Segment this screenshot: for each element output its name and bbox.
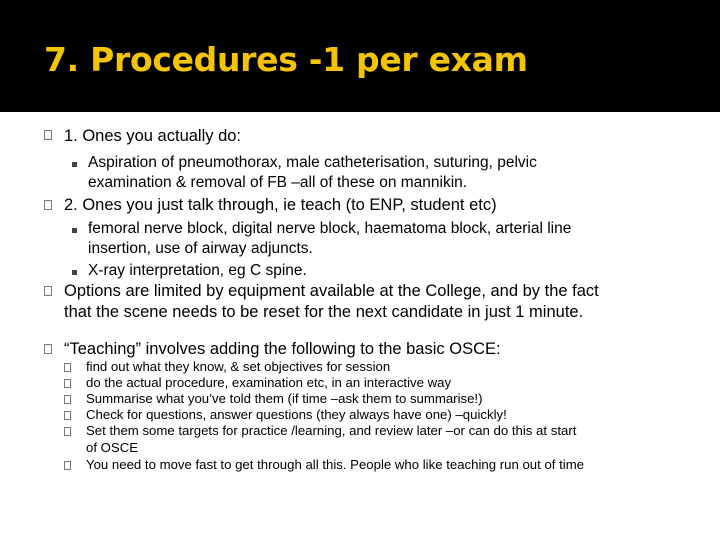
bullet-2-sub-2-line-1: X-ray interpretation, eg C spine.	[88, 262, 307, 279]
bullet-4-sub-4: Check for questions, answer questions (they always have one) –quickly!	[86, 407, 507, 422]
bullet-4-sub-3: Summarise what you’ve told them (if time –ask them to summarise!)	[86, 391, 483, 406]
slide-title: 7. Procedures -1 per exam	[44, 40, 528, 79]
square-bullet-icon	[72, 228, 77, 233]
bullet-box-icon	[44, 344, 52, 354]
bullet-2-sub-1-line-1: femoral nerve block, digital nerve block, haematoma block, arterial line	[88, 220, 572, 237]
bullet-1-sub-1-line-2: examination & removal of FB –all of these on mannikin.	[88, 174, 468, 191]
bullet-1-text: 1. Ones you actually do:	[64, 127, 242, 145]
bullet-box-icon	[44, 286, 52, 296]
bullet-box-icon	[64, 427, 71, 436]
bullet-box-icon	[44, 130, 52, 140]
square-bullet-icon	[72, 270, 77, 275]
bullet-3-line-1: Options are limited by equipment available at the College, and by the fact	[64, 282, 599, 300]
bullet-4-text: “Teaching” involves adding the following to the basic OSCE:	[64, 340, 501, 358]
bullet-box-icon	[44, 200, 52, 210]
bullet-box-icon	[64, 379, 71, 388]
bullet-4-sub-1: find out what they know, & set objectives for session	[86, 359, 391, 374]
bullet-4-sub-5-line-1: Set them some targets for practice /learning, and review later –or can do this at start	[86, 423, 577, 438]
bullet-4-sub-2: do the actual procedure, examination etc, in an interactive way	[86, 375, 452, 390]
bullet-4-sub-6: You need to move fast to get through all this. People who like teaching run out of time	[86, 457, 585, 472]
bullet-2-text: 2. Ones you just talk through, ie teach (to ENP, student etc)	[64, 196, 497, 214]
bullet-box-icon	[64, 363, 71, 372]
bullet-box-icon	[64, 411, 71, 420]
square-bullet-icon	[72, 162, 77, 167]
bullet-box-icon	[64, 395, 71, 404]
bullet-3-line-2: that the scene needs to be reset for the next candidate in just 1 minute.	[64, 303, 584, 321]
bullet-2-sub-1-line-2: insertion, use of airway adjuncts.	[88, 240, 313, 257]
bullet-4-sub-5-line-2: of OSCE	[86, 440, 139, 455]
bullet-1-sub-1-line-1: Aspiration of pneumothorax, male catheterisation, suturing, pelvic	[88, 154, 537, 171]
bullet-box-icon	[64, 461, 71, 470]
